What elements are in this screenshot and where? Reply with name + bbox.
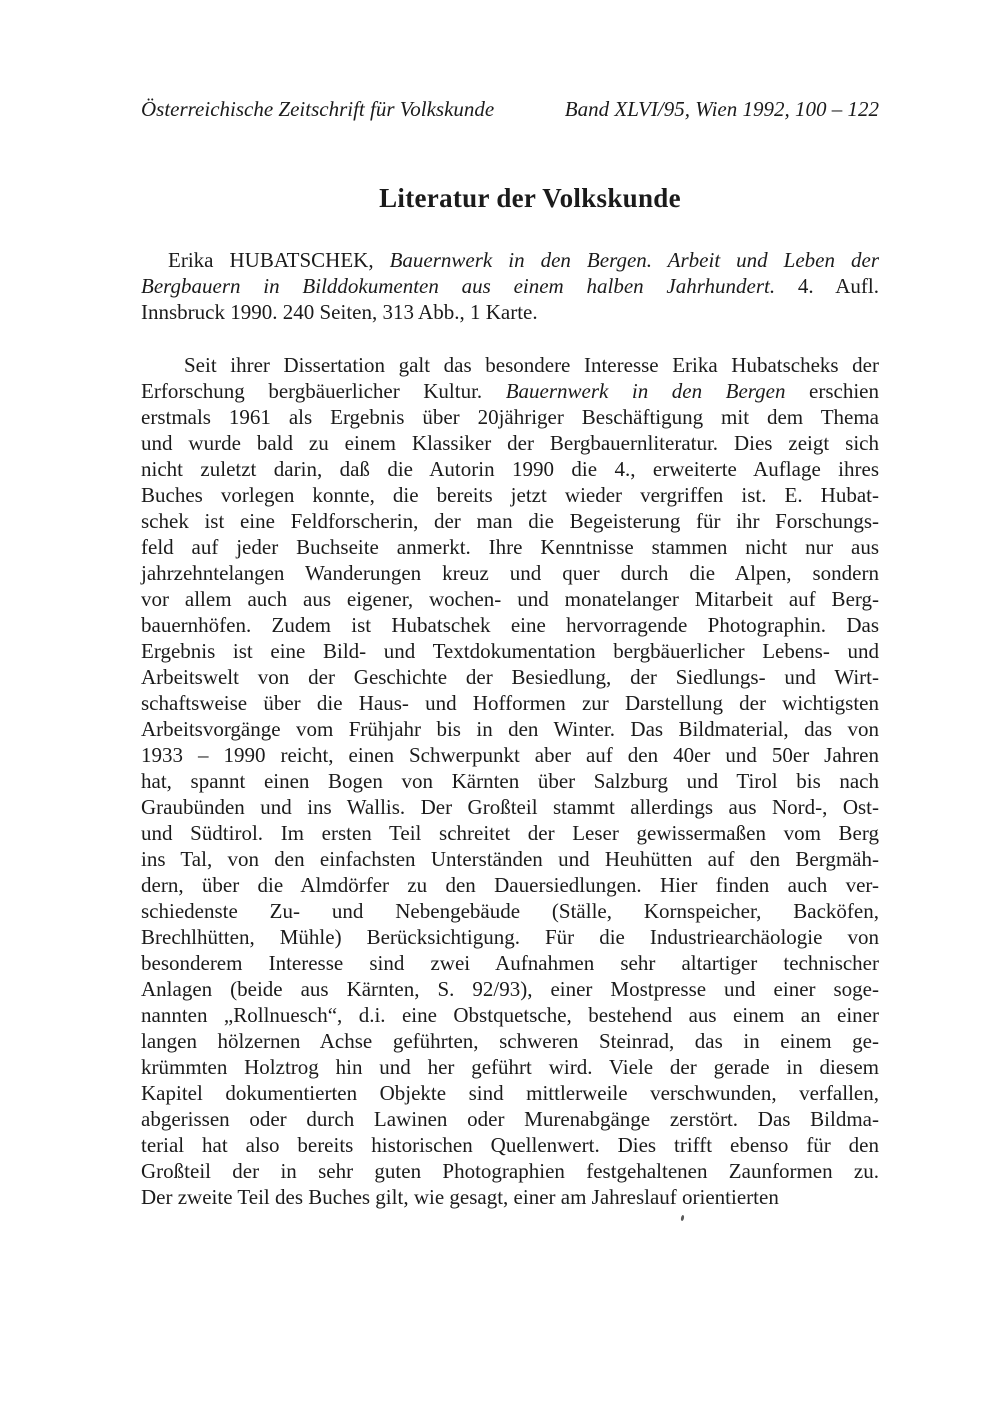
text-run: und Südtirol. Im ersten Teil schreitet der Leser gewissermaßen vom Berg <box>141 821 879 845</box>
review-body-paragraph <box>141 352 879 1210</box>
text-line <box>141 638 879 664</box>
text-line <box>141 872 879 898</box>
text-run: ins Tal, von den einfachsten Unterständen und Heuhütten auf den Bergmäh- <box>141 847 879 871</box>
text-run: vor allem auch aus eigener, wochen- und monatelanger Mitarbeit auf Berg- <box>141 587 879 611</box>
text-run: dern, über die Almdörfer zu den Dauersiedlungen. Hier finden auch ver- <box>141 873 879 897</box>
text-line <box>141 924 879 950</box>
italic-text-run: Bergbauern in Bilddokumenten aus einem halben Jahrhundert. <box>141 274 776 298</box>
text-run: besonderem Interesse sind zwei Aufnahmen sehr altartiger technischer <box>141 951 879 975</box>
text-line <box>141 950 879 976</box>
text-run: 1933 – 1990 reicht, einen Schwerpunkt aber auf den 40er und 50er Jahren <box>141 743 879 767</box>
italic-text-run: Bauernwerk in den Bergen <box>505 379 786 403</box>
text-run: schek ist eine Feldforscherin, der man die Begeisterung für ihr Forschungs- <box>141 509 879 533</box>
text-line <box>141 352 879 378</box>
text-line <box>141 247 879 273</box>
italic-text-run: Bauernwerk in den Bergen. Arbeit und Leben der <box>389 248 879 272</box>
text-run: langen hölzernen Achse geführten, schweren Steinrad, das in einem ge- <box>141 1029 879 1053</box>
text-run: bauernhöfen. Zudem ist Hubatschek eine hervorragende Photographin. Das <box>141 613 879 637</box>
text-run: erstmals 1961 als Ergebnis über 20jähriger Beschäftigung mit dem Thema <box>141 405 879 429</box>
text-line <box>141 378 879 404</box>
text-run: erschien <box>785 379 880 403</box>
text-run: nannten „Rollnuesch“, d.i. eine Obstquetsche, bestehend aus einem an einer <box>141 1003 879 1027</box>
text-run: hat, spannt einen Bogen von Kärnten über Salzburg und Tirol bis nach <box>141 769 879 793</box>
text-line <box>141 456 879 482</box>
page-header <box>141 96 879 122</box>
text-line <box>141 1054 879 1080</box>
journal-title: Österreichische Zeitschrift für Volkskunde <box>141 97 495 121</box>
text-line <box>141 820 879 846</box>
text-line <box>141 742 879 768</box>
text-line <box>141 898 879 924</box>
text-run: Brechlhütten, Mühle) Berücksichtigung. Für die Industriearchäologie von <box>141 925 879 949</box>
text-run: jahrzehntelangen Wanderungen kreuz und quer durch die Alpen, sondern <box>141 561 879 585</box>
text-line <box>141 1106 879 1132</box>
text-line <box>141 404 879 430</box>
text-run: Arbeitswelt von der Geschichte der Besiedlung, der Siedlungs- und Wirt- <box>141 665 879 689</box>
text-line <box>141 430 879 456</box>
text-run: und wurde bald zu einem Klassiker der Bergbauernliteratur. Dies zeigt sich <box>141 431 879 455</box>
text-run: krümmten Holztrog hin und her geführt wird. Viele der gerade in diesem <box>141 1055 879 1079</box>
text-run: schaftsweise über die Haus- und Hofformen zur Darstellung der wichtigsten <box>141 691 879 715</box>
text-run: Großteil der in sehr guten Photographien festgehaltenen Zaunformen zu. <box>141 1159 879 1183</box>
text-run: Der zweite Teil des Buches gilt, wie gesagt, einer am Jahreslauf orientierten <box>141 1185 779 1209</box>
text-line <box>141 1080 879 1106</box>
issue-info: Band XLVI/95, Wien 1992, 100 – 122 <box>564 97 879 121</box>
text-run: terial hat also bereits historischen Quellenwert. Dies trifft ebenso für den <box>141 1133 879 1157</box>
text-run: Arbeitsvorgänge vom Frühjahr bis in den Winter. Das Bildmaterial, das von <box>141 717 879 741</box>
text-line <box>141 1002 879 1028</box>
text-line <box>141 299 879 325</box>
text-run: Ergebnis ist eine Bild- und Textdokumentation bergbäuerlicher Lebens- und <box>141 639 879 663</box>
citation-paragraph <box>141 247 879 325</box>
text-line <box>141 1158 879 1184</box>
text-line <box>141 612 879 638</box>
text-run: Seit ihrer Dissertation galt das besondere Interesse Erika Hubatscheks der <box>184 353 879 377</box>
text-run: 4. Aufl. <box>775 274 879 298</box>
text-line <box>141 534 879 560</box>
text-run: Innsbruck 1990. 240 Seiten, 313 Abb., 1 Karte. <box>141 300 538 324</box>
text-run: abgerissen oder durch Lawinen oder Murenabgänge zerstört. Das Bildma- <box>141 1107 879 1131</box>
text-run: Graubünden und ins Wallis. Der Großteil stammt allerdings aus Nord-, Ost- <box>141 795 879 819</box>
text-run: nicht zuletzt darin, daß die Autorin 1990 die 4., erweiterte Auflage ihres <box>141 457 879 481</box>
text-run: feld auf jeder Buchseite anmerkt. Ihre Kenntnisse stammen nicht nur aus <box>141 535 879 559</box>
text-line <box>141 508 879 534</box>
text-line <box>141 794 879 820</box>
text-line <box>141 1028 879 1054</box>
text-run: Erforschung bergbäuerlicher Kultur. <box>141 379 506 403</box>
text-line <box>141 1132 879 1158</box>
text-line <box>141 846 879 872</box>
text-run: Anlagen (beide aus Kärnten, S. 92/93), einer Mostpresse und einer soge- <box>141 977 879 1001</box>
text-line <box>141 586 879 612</box>
scan-artifact-speck <box>680 1215 684 1221</box>
text-line <box>141 560 879 586</box>
text-line <box>141 664 879 690</box>
text-run: Buches vorlegen konnte, die bereits jetzt wieder vergriffen ist. E. Hubat- <box>141 483 879 507</box>
text-line <box>141 482 879 508</box>
text-line <box>141 273 879 299</box>
section-title: Literatur der Volkskunde <box>379 183 681 213</box>
text-run: Erika HUBATSCHEK, <box>168 248 390 272</box>
text-line <box>141 690 879 716</box>
text-line <box>141 716 879 742</box>
text-line <box>141 1184 879 1210</box>
text-line <box>141 976 879 1002</box>
text-run: Kapitel dokumentierten Objekte sind mittlerweile verschwunden, verfallen, <box>141 1081 879 1105</box>
text-run: schiedenste Zu- und Nebengebäude (Ställe, Kornspeicher, Backöfen, <box>141 899 879 923</box>
text-line <box>141 768 879 794</box>
